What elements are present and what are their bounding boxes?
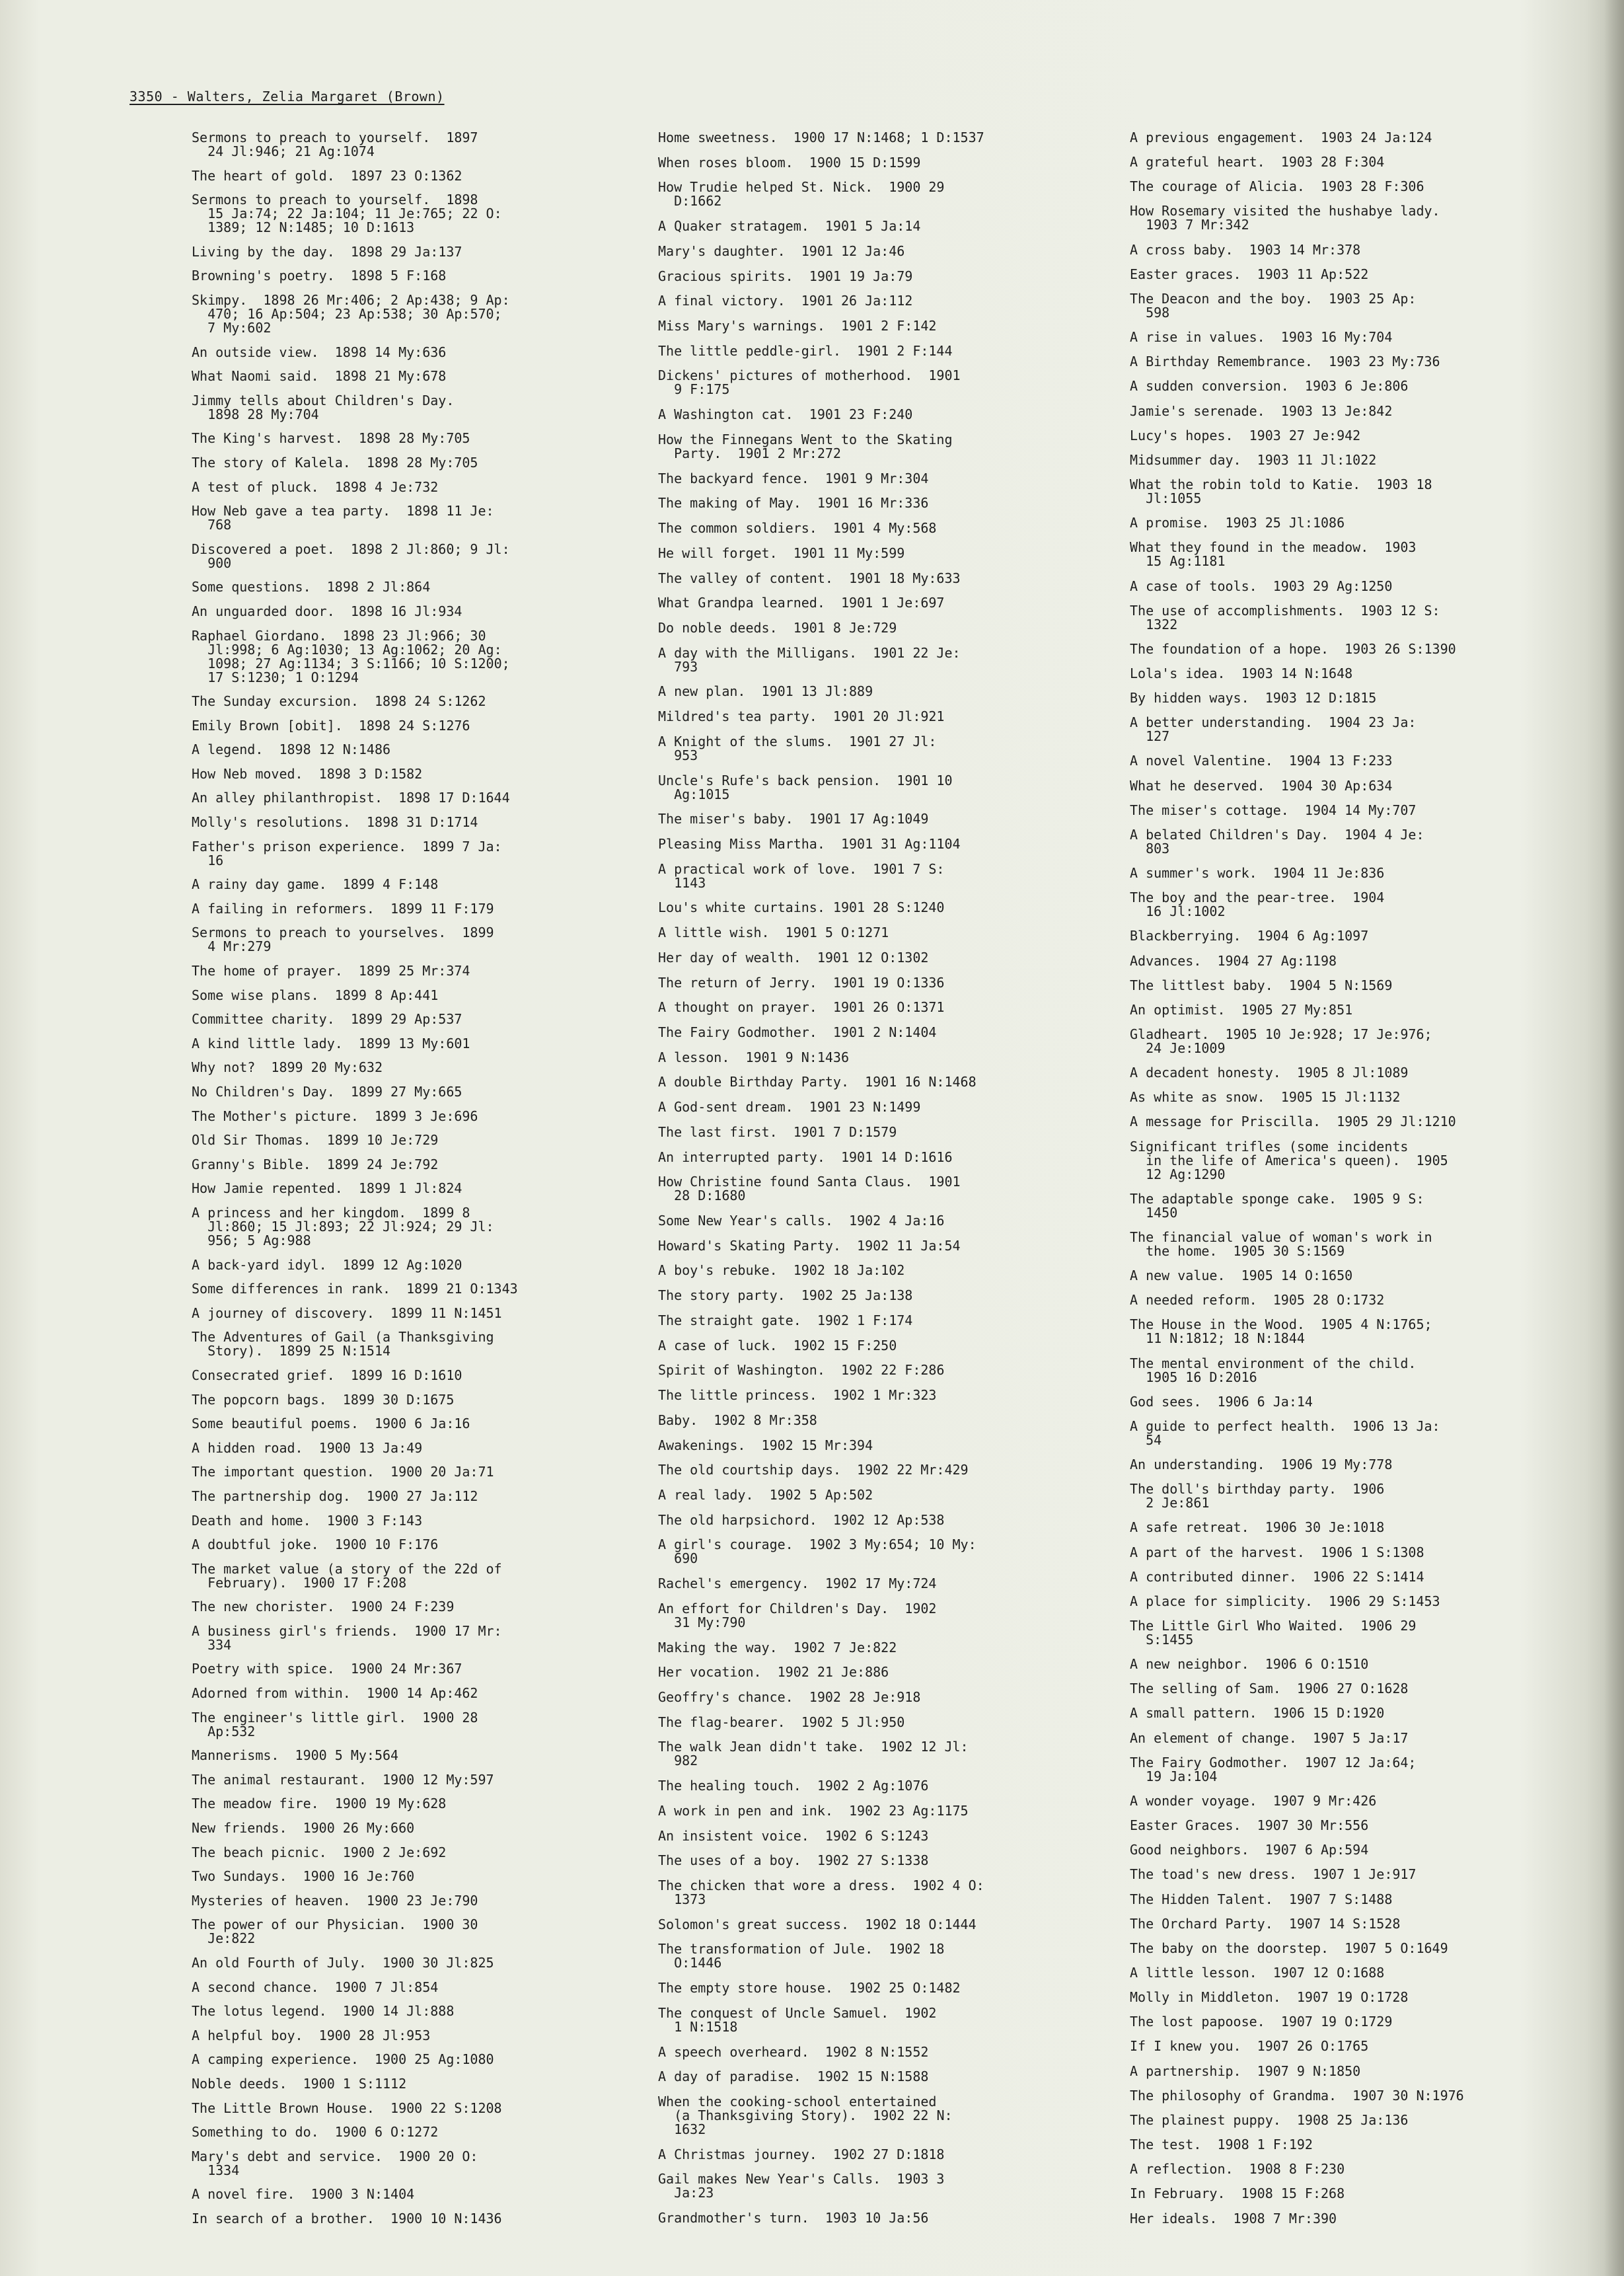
index-entry: Noble deeds. 1900 1 S:1112 [192, 2075, 407, 2092]
index-entry: How Neb gave a tea party. 1898 11 Je: 768 [192, 503, 494, 533]
index-entry: Pleasing Miss Martha. 1901 31 Ag:1104 [658, 835, 961, 852]
index-entry: What they found in the meadow. 1903 15 Ag:1181 [1130, 539, 1417, 570]
index-entry: The lotus legend. 1900 14 Jl:888 [192, 2003, 455, 2020]
index-entry: He will forget. 1901 11 My:599 [658, 545, 905, 561]
index-entry: The Fairy Godmother. 1907 12 Ja:64; 19 Ja:104 [1130, 1754, 1417, 1784]
index-entry: A part of the harvest. 1906 1 S:1308 [1130, 1544, 1424, 1560]
index-entry: Spirit of Washington. 1902 22 F:286 [658, 1362, 945, 1379]
index-entry: A rainy day game. 1899 4 F:148 [192, 876, 439, 893]
index-entry: How Trudie helped St. Nick. 1900 29 D:1662 [658, 179, 945, 209]
index-entry: Gail makes New Year's Calls. 1903 3 Ja:23 [658, 2171, 945, 2201]
index-entry: A Christmas journey. 1902 27 D:1818 [658, 2146, 945, 2162]
index-entry: The Mother's picture. 1899 3 Je:696 [192, 1108, 478, 1124]
index-entry: A final victory. 1901 26 Ja:112 [658, 293, 913, 309]
index-entry: The littlest baby. 1904 5 N:1569 [1130, 977, 1393, 993]
index-entry: Geoffry's chance. 1902 28 Je:918 [658, 1688, 921, 1705]
index-entry: Sermons to preach to yourself. 1897 24 Jl:946; 21 Ag:1074 [192, 130, 478, 159]
index-entry: Gracious spirits. 1901 19 Ja:79 [658, 268, 913, 284]
index-entry: An alley philanthropist. 1898 17 D:1644 [192, 790, 510, 806]
index-entry: A speech overheard. 1902 8 N:1552 [658, 2043, 929, 2060]
index-entry: Old Sir Thomas. 1899 10 Je:729 [192, 1132, 439, 1149]
index-entry: A rise in values. 1903 16 My:704 [1130, 329, 1393, 346]
index-entry: Awakenings. 1902 15 Mr:394 [658, 1437, 873, 1453]
index-column-2 [658, 131, 1121, 2226]
index-entry: Some New Year's calls. 1902 4 Ja:16 [658, 1213, 945, 1229]
index-entry: Making the way. 1902 7 Je:822 [658, 1639, 897, 1655]
index-entry: Midsummer day. 1903 11 Jl:1022 [1130, 451, 1377, 468]
index-entry: The Little Girl Who Waited. 1906 29 S:1455 [1130, 1617, 1417, 1648]
index-entry: An understanding. 1906 19 My:778 [1130, 1457, 1393, 1473]
index-entry: The backyard fence. 1901 9 Mr:304 [658, 470, 929, 486]
index-entry: The Sunday excursion. 1898 24 S:1262 [192, 693, 486, 710]
index-entry: The mental environment of the child. 1905 16 D:2016 [1130, 1355, 1417, 1385]
index-entry: The uses of a boy. 1902 27 S:1338 [658, 1852, 929, 1869]
index-column-3 [1130, 131, 1513, 2226]
index-entry: A case of luck. 1902 15 F:250 [658, 1337, 897, 1353]
index-entry: Home sweetness. 1900 17 N:1468; 1 D:1537 [658, 130, 984, 145]
index-entry: The engineer's little girl. 1900 28 Ap:532 [192, 1709, 478, 1739]
index-entry: Mary's daughter. 1901 12 Ja:46 [658, 243, 905, 259]
index-entry: Father's prison experience. 1899 7 Ja: 16 [192, 838, 502, 868]
index-entry: The Orchard Party. 1907 14 S:1528 [1130, 1915, 1401, 1932]
index-entry: How Christine found Santa Claus. 1901 28 D:1680 [658, 1174, 961, 1204]
index-entry: A message for Priscilla. 1905 29 Jl:1210 [1130, 1114, 1456, 1130]
index-entry: An outside view. 1898 14 My:636 [192, 344, 447, 360]
index-entry: Howard's Skating Party. 1902 11 Ja:54 [658, 1237, 961, 1254]
index-entry: Committee charity. 1899 29 Ap:537 [192, 1011, 462, 1028]
index-entry: The new chorister. 1900 24 F:239 [192, 1599, 455, 1615]
index-entry: Rachel's emergency. 1902 17 My:724 [658, 1575, 937, 1592]
index-entry: A test of pluck. 1898 4 Je:732 [192, 478, 439, 495]
index-entry: A doubtful joke. 1900 10 F:176 [192, 1536, 439, 1553]
index-entry: The little peddle-girl. 1901 2 F:144 [658, 342, 953, 359]
index-entry: The heart of gold. 1897 23 O:1362 [192, 167, 462, 184]
index-entry: The conquest of Uncle Samuel. 1902 1 N:1518 [658, 2004, 937, 2035]
index-entry: What Naomi said. 1898 21 My:678 [192, 368, 447, 385]
index-entry: An insistent voice. 1902 6 S:1243 [658, 1827, 929, 1844]
index-entry: Mildred's tea party. 1901 20 Jl:921 [658, 708, 945, 725]
index-entry: A helpful boy. 1900 28 Jl:953 [192, 2027, 431, 2043]
index-entry: A summer's work. 1904 11 Je:836 [1130, 865, 1385, 882]
index-entry: Sermons to preach to yourself. 1898 15 Ja:74; 22 Ja:104; 11 Je:765; 22 O: 1389; 12 N:1485; 10 D:1613 [192, 192, 502, 236]
index-entry: A contributed dinner. 1906 22 S:1414 [1130, 1568, 1424, 1585]
index-entry: The meadow fire. 1900 19 My:628 [192, 1796, 447, 1812]
index-entry: How Rosemary visited the hushabye lady. 1903 7 Mr:342 [1130, 203, 1440, 233]
index-entry: The making of May. 1901 16 Mr:336 [658, 495, 929, 512]
index-entry: A case of tools. 1903 29 Ag:1250 [1130, 578, 1393, 594]
index-entry: Gladheart. 1905 10 Je:928; 17 Je:976; 24 Je:1009 [1130, 1026, 1432, 1056]
index-entry: The Little Brown House. 1900 22 S:1208 [192, 2100, 502, 2116]
index-entry: The Adventures of Gail (a Thanksgiving Story). 1899 25 N:1514 [192, 1329, 494, 1359]
index-entry: A reflection. 1908 8 F:230 [1130, 2161, 1345, 2178]
index-entry: An optimist. 1905 27 My:851 [1130, 1001, 1353, 1018]
index-entry: When the cooking-school entertained (a Thanksgiving Story). 1902 22 N: 1632 [658, 2094, 953, 2138]
index-entry: Lucy's hopes. 1903 27 Je:942 [1130, 427, 1361, 443]
index-entry: The philosophy of Grandma. 1907 30 N:1976 [1130, 2087, 1464, 2104]
index-entry: A God-sent dream. 1901 23 N:1499 [658, 1099, 921, 1116]
index-entry: A Washington cat. 1901 23 F:240 [658, 406, 913, 423]
index-entry: The House in the Wood. 1905 4 N:1765; 11 N:1812; 18 N:1844 [1130, 1316, 1432, 1347]
scan-edge-shadow [1604, 0, 1624, 2276]
index-entry: The flag-bearer. 1902 5 Jl:950 [658, 1714, 905, 1730]
index-entry: Poetry with spice. 1900 24 Mr:367 [192, 1661, 462, 1677]
index-entry: Solomon's great success. 1902 18 O:1444 [658, 1916, 977, 1932]
index-entry: Baby. 1902 8 Mr:358 [658, 1412, 817, 1428]
index-entry: Mysteries of heaven. 1900 23 Je:790 [192, 1892, 478, 1909]
index-entry: Adorned from within. 1900 14 Ap:462 [192, 1685, 478, 1702]
index-entry: Consecrated grief. 1899 16 D:1610 [192, 1367, 462, 1383]
index-entry: The toad's new dress. 1907 1 Je:917 [1130, 1866, 1417, 1883]
index-entry: A promise. 1903 25 Jl:1086 [1130, 515, 1345, 531]
index-entry: Advances. 1904 27 Ag:1198 [1130, 952, 1337, 969]
index-entry: The return of Jerry. 1901 19 O:1336 [658, 974, 945, 991]
index-entry: Easter Graces. 1907 30 Mr:556 [1130, 1817, 1369, 1834]
index-entry: A failing in reformers. 1899 11 F:179 [192, 900, 494, 917]
index-entry: The King's harvest. 1898 28 My:705 [192, 430, 470, 447]
index-entry: A legend. 1898 12 N:1486 [192, 741, 391, 758]
index-entry: A back-yard idyl. 1899 12 Ag:1020 [192, 1256, 462, 1273]
index-entry: The plainest puppy. 1908 25 Ja:136 [1130, 2111, 1409, 2128]
index-entry: A grateful heart. 1903 28 F:304 [1130, 154, 1385, 171]
index-entry: Raphael Giordano. 1898 23 Jl:966; 30 Jl:998; 6 Ag:1030; 13 Ag:1062; 20 Ag: 1098; 27 Ag:1134; 3 S:1166; 10 S:1200; 17 S:1230; 1 O:1294 [192, 627, 510, 685]
index-entry: The courage of Alicia. 1903 28 F:306 [1130, 178, 1424, 195]
index-entry: Why not? 1899 20 My:632 [192, 1059, 383, 1076]
index-entry: A thought on prayer. 1901 26 O:1371 [658, 999, 945, 1016]
index-entry: The story of Kalela. 1898 28 My:705 [192, 454, 478, 471]
index-entry: A kind little lady. 1899 13 My:601 [192, 1035, 470, 1051]
index-entry: A little wish. 1901 5 O:1271 [658, 925, 889, 941]
index-entry: Good neighbors. 1907 6 Ap:594 [1130, 1842, 1369, 1858]
index-entry: An effort for Children's Day. 1902 31 My:790 [658, 1600, 937, 1630]
index-entry: Some differences in rank. 1899 21 O:1343 [192, 1281, 518, 1297]
index-entry: A sudden conversion. 1903 6 Je:806 [1130, 378, 1409, 395]
page-header: 3350 - Walters, Zelia Margaret (Brown) [129, 89, 445, 104]
index-entry: When roses bloom. 1900 15 D:1599 [658, 154, 921, 171]
index-entry: A small pattern. 1906 15 D:1920 [1130, 1705, 1385, 1722]
index-entry: A wonder voyage. 1907 9 Mr:426 [1130, 1792, 1377, 1809]
index-entry: A previous engagement. 1903 24 Ja:124 [1130, 130, 1432, 145]
index-entry: The Hidden Talent. 1907 7 S:1488 [1130, 1891, 1393, 1907]
index-entry: A little lesson. 1907 12 O:1688 [1130, 1965, 1385, 1981]
index-entry: A cross baby. 1903 14 Mr:378 [1130, 241, 1361, 258]
index-entry: The boy and the pear-tree. 1904 16 Jl:1002 [1130, 890, 1385, 920]
index-entry: A new neighbor. 1906 6 O:1510 [1130, 1656, 1369, 1673]
index-entry: A new value. 1905 14 O:1650 [1130, 1268, 1353, 1284]
index-entry: A place for simplicity. 1906 29 S:1453 [1130, 1593, 1440, 1609]
index-entry: The baby on the doorstep. 1907 5 O:1649 [1130, 1940, 1448, 1956]
index-entry: Lou's white curtains. 1901 28 S:1240 [658, 899, 945, 916]
index-entry: A Birthday Remembrance. 1903 23 My:736 [1130, 354, 1440, 370]
index-entry: The old harpsichord. 1902 12 Ap:538 [658, 1511, 945, 1528]
index-entry: A needed reform. 1905 28 O:1732 [1130, 1292, 1385, 1309]
index-entry: As white as snow. 1905 15 Jl:1132 [1130, 1089, 1401, 1106]
index-entry: The miser's baby. 1901 17 Ag:1049 [658, 811, 929, 827]
index-entry: Mary's debt and service. 1900 20 O: 1334 [192, 2148, 478, 2178]
index-entry: A guide to perfect health. 1906 13 Ja: 54 [1130, 1418, 1440, 1448]
index-entry: By hidden ways. 1903 12 D:1815 [1130, 690, 1377, 706]
index-entry: Living by the day. 1898 29 Ja:137 [192, 243, 462, 260]
index-entry: A real lady. 1902 5 Ap:502 [658, 1486, 873, 1503]
index-entry: Blackberrying. 1904 6 Ag:1097 [1130, 928, 1369, 944]
index-entry: A new plan. 1901 13 Jl:889 [658, 683, 873, 700]
index-entry: How Jamie repented. 1899 1 Jl:824 [192, 1180, 462, 1197]
index-entry: A partnership. 1907 9 N:1850 [1130, 2063, 1361, 2079]
index-entry: An interrupted party. 1901 14 D:1616 [658, 1149, 953, 1165]
index-entry: Grandmother's turn. 1903 10 Ja:56 [658, 2210, 929, 2226]
index-entry: Some wise plans. 1899 8 Ap:441 [192, 987, 439, 1003]
index-entry: The lost papoose. 1907 19 O:1729 [1130, 2014, 1393, 2030]
index-entry: The test. 1908 1 F:192 [1130, 2137, 1313, 2153]
index-entry: A girl's courage. 1902 3 My:654; 10 My: 690 [658, 1536, 977, 1567]
index-entry: A decadent honesty. 1905 8 Jl:1089 [1130, 1065, 1409, 1081]
index-entry: The empty store house. 1902 25 O:1482 [658, 1980, 961, 1996]
index-entry: The walk Jean didn't take. 1902 12 Jl: 982 [658, 1739, 969, 1769]
index-entry: Some questions. 1898 2 Jl:864 [192, 579, 431, 595]
index-entry: Easter graces. 1903 11 Ap:522 [1130, 266, 1369, 282]
index-entry: The use of accomplishments. 1903 12 S: 1322 [1130, 602, 1440, 632]
index-entry: The chicken that wore a dress. 1902 4 O: 1373 [658, 1878, 984, 1907]
index-entry: A boy's rebuke. 1902 18 Ja:102 [658, 1262, 905, 1279]
index-entry: The adaptable sponge cake. 1905 9 S: 1450 [1130, 1190, 1424, 1221]
index-entry: The miser's cottage. 1904 14 My:707 [1130, 802, 1417, 818]
index-entry: A novel fire. 1900 3 N:1404 [192, 2186, 415, 2203]
index-entry: Two Sundays. 1900 16 Je:760 [192, 1868, 415, 1885]
index-entry: Dickens' pictures of motherhood. 1901 9 F:175 [658, 367, 961, 398]
index-entry: A better understanding. 1904 23 Ja: 127 [1130, 714, 1417, 745]
index-entry: Jimmy tells about Children's Day. 1898 28 My:704 [192, 392, 455, 422]
index-entry: A Knight of the slums. 1901 27 Jl: 953 [658, 733, 937, 763]
index-entry: The doll's birthday party. 1906 2 Je:861 [1130, 1481, 1385, 1511]
index-entry: The market value (a story of the 22d of February). 1900 17 F:208 [192, 1560, 502, 1591]
index-entry: The straight gate. 1902 1 F:174 [658, 1312, 913, 1328]
index-entry: An element of change. 1907 5 Ja:17 [1130, 1729, 1409, 1746]
index-entry: The common soldiers. 1901 4 My:568 [658, 520, 937, 537]
index-entry: A camping experience. 1900 25 Ag:1080 [192, 2051, 494, 2068]
index-entry: Her ideals. 1908 7 Mr:390 [1130, 2210, 1337, 2226]
index-entry: Molly in Middleton. 1907 19 O:1728 [1130, 1989, 1409, 2006]
index-entry: A lesson. 1901 9 N:1436 [658, 1049, 849, 1065]
index-entry: A princess and her kingdom. 1899 8 Jl:860; 15 Jl:893; 22 Jl:924; 29 Jl: 956; 5 Ag:988 [192, 1204, 494, 1248]
index-entry: What Grandpa learned. 1901 1 Je:697 [658, 595, 945, 611]
index-entry: If I knew you. 1907 26 O:1765 [1130, 2038, 1369, 2055]
index-entry: The healing touch. 1902 2 Ag:1076 [658, 1778, 929, 1794]
index-entry: The important question. 1900 20 Ja:71 [192, 1464, 494, 1480]
index-entry: Significant trifles (some incidents in the life of America's queen). 1905 12 Ag:1290 [1130, 1138, 1448, 1182]
index-entry: A day with the Milligans. 1901 22 Je: 793 [658, 644, 961, 675]
index-entry: The old courtship days. 1902 22 Mr:429 [658, 1462, 969, 1478]
index-entry: An unguarded door. 1898 16 Jl:934 [192, 603, 462, 619]
index-entry: Emily Brown [obit]. 1898 24 S:1276 [192, 717, 470, 734]
index-entry: The animal restaurant. 1900 12 My:597 [192, 1771, 494, 1788]
index-entry: Do noble deeds. 1901 8 Je:729 [658, 619, 897, 636]
index-entry: The financial value of woman's work in the home. 1905 30 S:1569 [1130, 1229, 1432, 1259]
index-entry: A novel Valentine. 1904 13 F:233 [1130, 753, 1393, 769]
index-entry: The story party. 1902 25 Ja:138 [658, 1287, 913, 1304]
index-entry: A Quaker stratagem. 1901 5 Ja:14 [658, 218, 921, 235]
index-entry: Her day of wealth. 1901 12 O:1302 [658, 949, 929, 966]
index-entry: Molly's resolutions. 1898 31 D:1714 [192, 814, 478, 831]
index-entry: Skimpy. 1898 26 Mr:406; 2 Ap:438; 9 Ap: 470; 16 Ap:504; 23 Ap:538; 30 Ap:570; 7 My:602 [192, 291, 510, 336]
index-entry: Granny's Bible. 1899 24 Je:792 [192, 1156, 439, 1172]
index-entry: A business girl's friends. 1900 17 Mr: 334 [192, 1622, 502, 1653]
index-entry: The last first. 1901 7 D:1579 [658, 1123, 897, 1140]
index-entry: A second chance. 1900 7 Jl:854 [192, 1979, 439, 1995]
index-entry: The partnership dog. 1900 27 Ja:112 [192, 1488, 478, 1504]
index-entry: A belated Children's Day. 1904 4 Je: 803 [1130, 826, 1424, 856]
index-entry: The Fairy Godmother. 1901 2 N:1404 [658, 1024, 937, 1040]
index-entry: Lola's idea. 1903 14 N:1648 [1130, 665, 1353, 681]
index-entry: The valley of content. 1901 18 My:633 [658, 570, 961, 586]
index-entry: Sermons to preach to yourselves. 1899 4 Mr:279 [192, 925, 494, 955]
index-entry: God sees. 1906 6 Ja:14 [1130, 1393, 1313, 1410]
index-entry: The Deacon and the boy. 1903 25 Ap: 598 [1130, 290, 1417, 321]
index-entry: Browning's poetry. 1898 5 F:168 [192, 268, 447, 284]
index-entry: What the robin told to Katie. 1903 18 Jl:1055 [1130, 476, 1432, 507]
index-entry: The selling of Sam. 1906 27 O:1628 [1130, 1681, 1409, 1697]
index-entry: New friends. 1900 26 My:660 [192, 1820, 415, 1837]
index-entry: A work in pen and ink. 1902 23 Ag:1175 [658, 1802, 969, 1819]
index-entry: Some beautiful poems. 1900 6 Ja:16 [192, 1416, 470, 1432]
index-entry: The beach picnic. 1900 2 Je:692 [192, 1844, 447, 1860]
index-column-1 [192, 131, 654, 2226]
index-entry: Jamie's serenade. 1903 13 Je:842 [1130, 402, 1393, 419]
index-entry: A hidden road. 1900 13 Ja:49 [192, 1439, 423, 1456]
index-entry: The power of our Physician. 1900 30 Je:822 [192, 1916, 478, 1947]
index-entry: Discovered a poet. 1898 2 Jl:860; 9 Jl: 900 [192, 541, 510, 571]
index-entry: Her vocation. 1902 21 Je:886 [658, 1664, 889, 1681]
index-entry: Death and home. 1900 3 F:143 [192, 1512, 423, 1529]
index-entry: A safe retreat. 1906 30 Je:1018 [1130, 1519, 1385, 1536]
index-entry: The little princess. 1902 1 Mr:323 [658, 1387, 937, 1404]
index-entry: The home of prayer. 1899 25 Mr:374 [192, 963, 470, 979]
index-entry: In February. 1908 15 F:268 [1130, 2185, 1345, 2202]
index-entry: A double Birthday Party. 1901 16 N:1468 [658, 1074, 977, 1090]
index-entry: The foundation of a hope. 1903 26 S:1390 [1130, 640, 1456, 657]
index-entry: How Neb moved. 1898 3 D:1582 [192, 765, 423, 782]
index-entry: The popcorn bags. 1899 30 D:1675 [192, 1391, 455, 1408]
index-entry: How the Finnegans Went to the Skating Party. 1901 2 Mr:272 [658, 431, 953, 461]
index-entry: In search of a brother. 1900 10 N:1436 [192, 2210, 502, 2226]
index-entry: No Children's Day. 1899 27 My:665 [192, 1084, 462, 1100]
index-entry: Miss Mary's warnings. 1901 2 F:142 [658, 318, 937, 334]
index-entry: A practical work of love. 1901 7 S: 1143 [658, 860, 945, 891]
index-entry: Uncle's Rufe's back pension. 1901 10 Ag:1015 [658, 772, 953, 802]
index-entry: A journey of discovery. 1899 11 N:1451 [192, 1305, 502, 1321]
index-entry: The transformation of Jule. 1902 18 O:1446 [658, 1941, 945, 1971]
index-entry: Something to do. 1900 6 O:1272 [192, 2124, 439, 2141]
index-entry: Mannerisms. 1900 5 My:564 [192, 1747, 399, 1764]
index-entry: What he deserved. 1904 30 Ap:634 [1130, 777, 1393, 794]
index-entry: A day of paradise. 1902 15 N:1588 [658, 2068, 929, 2085]
index-entry: An old Fourth of July. 1900 30 Jl:825 [192, 1955, 494, 1971]
